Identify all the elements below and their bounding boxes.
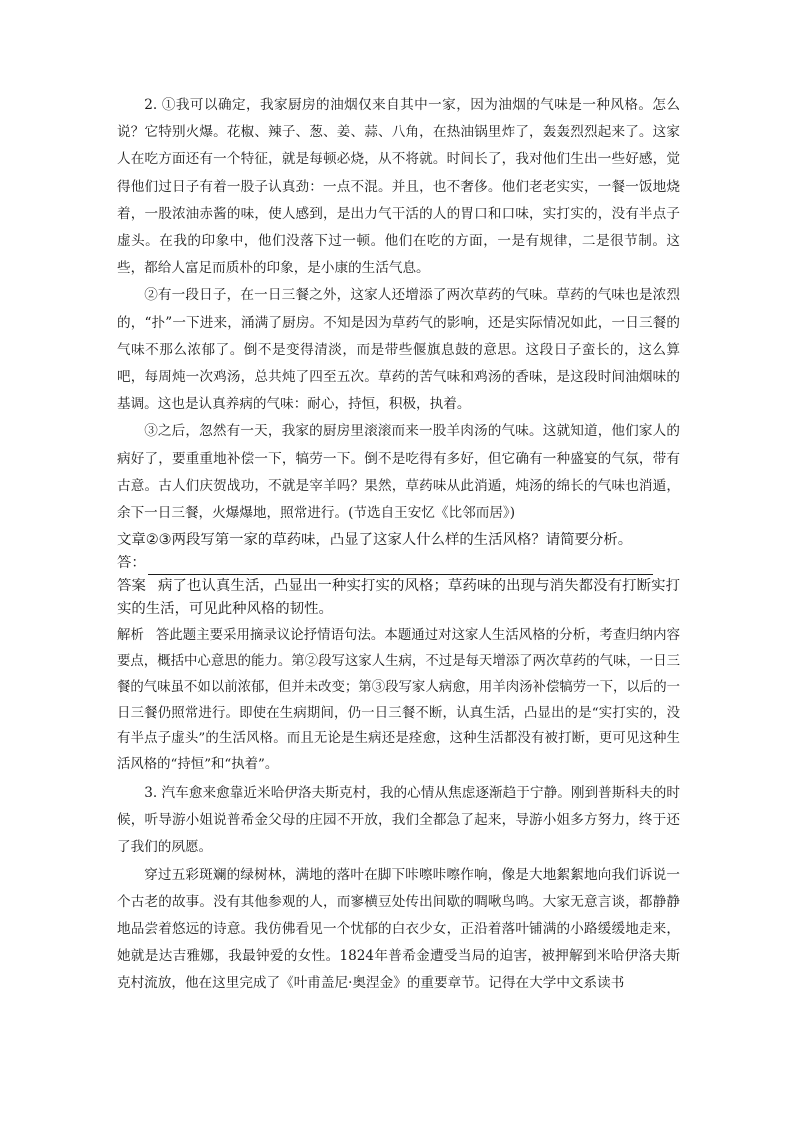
q2-question: 文章②③两段写第一家的草药味，凸显了这家人什么样的生活风格？请简要分析。	[117, 532, 633, 549]
q2-paragraph-1: 2. ①我可以确定，我家厨房的油烟仅来自其中一家，因为油烟的气味是一种风格。怎么说？它特别火爆。花椒、辣子、葱、姜、蒜、八角，在热油锅里炸了，轰轰烈烈起来了。这家人在吃方面还有一个特征，就是每顿必烧，从不将就。时间长了，我对他们生出一些好感，觉得他们过日子有着一股子认真劲：一点不混。并且，也不奢侈。他们老老实实，一餐一饭地烧着，一股浓油赤酱的味，使人感到，是出力气干活的人的胃口和口味，实打实的，没有半点子虚头。在我的印象中，他们没落下过一顿。他们在吃的方面，一是有规律，二是很节制。这些，都给人富足而质朴的印象，是小康的生活气息。	[117, 97, 680, 277]
answer-tag: 答案	[117, 578, 147, 595]
q3-paragraph-1: 3. 汽车愈来愈靠近米哈伊洛夫斯克村，我的心情从焦虑逐渐趋于宁静。刚到普斯科夫的时候，听导游小姐说普希金父母的庄园不开放，我们全都急了起来，导游小姐多方努力，终于还了我们的夙愿。	[117, 785, 680, 856]
q2-paragraph-3: ③之后，忽然有一天，我家的厨房里滚滚而来一股羊肉汤的气味。这就知道，他们家人的病好了，要重重地补偿一下，犒劳一下。倒不是吃得有多好，但它确有一种盛宴的气氛，带有古意。古人们庆贺战功，不就是宰羊吗？果然，草药味从此消遁，炖汤的绵长的气味也消遁，余下一日三餐，火爆爆地，照常进行。(节选自王安忆《比邻而居》)	[117, 423, 680, 522]
analysis-block	[117, 623, 680, 778]
analysis-tag: 解析	[117, 628, 144, 644]
q2-paragraph-2: ②有一段日子，在一日三餐之外，这家人还增添了两次草药的气味。草药的气味也是浓烈的，“扑”一下进来，涌满了厨房。不知是因为草药气的影响，还是实际情况如此，一日三餐的气味不那么浓郁了。倒不是变得清淡，而是带些偃旗息鼓的意思。这段日子蛮长的，这么算吧，每周炖一次鸡汤，总共炖了四至五次。草药的苦气味和鸡汤的香味，是这段时间油烟味的基调。这也是认真养病的气味：耐心，持恒，积极，执着。	[117, 287, 680, 413]
document-page	[117, 92, 680, 998]
q3-paragraph-2: 穿过五彩斑斓的绿树林，满地的落叶在脚下咔嚓咔嚓作响，像是大地絮絮地向我们诉说一个古老的故事。没有其他参观的人，而寥横豆处传出间歇的啁啾鸟鸣。大家无意言谈，都静静地品尝着悠远的诗意。我仿佛看见一个忧郁的白衣少女，正沿着落叶铺满的小路缓缓地走来，她就是达吉雅娜，我最钟爱的女性。1824年普希金遭受当局的迫害，被押解到米哈伊洛夫斯克村流放，他在这里完成了《叶甫盖尼·奥涅金》的重要章节。记得在大学中文系读书	[117, 866, 680, 992]
answer-text: 病了也认真生活，凸显出一种实打实的风格；草药味的出现与消失都没有打断实打实的生活，可见此种风格的韧性。	[117, 578, 680, 618]
answer-block	[117, 575, 680, 621]
analysis-text: 答此题主要采用摘录议论抒情语句法。本题通过对这家人生活风格的分析，考查归纳内容要点，概括中心意思的能力。第②段写这家人生病，不过是每天增添了两次草药的气味，一日三餐的气味虽不如以前浓郁，但并未改变；第③段写家人病愈，用羊肉汤补偿犒劳一下，以后的一日三餐仍照常进行。即使在生病期间，仍一日三餐不断，认真生活，凸显出的是“实打实的，没有半点子虚头”的生活风格。而且无论是生病还是痊愈，这种生活都没有被打断，更可见这种生活风格的“持恒”和“执着”。	[117, 628, 681, 773]
answer-prefix: 答：	[117, 555, 146, 572]
answer-blank[interactable]	[148, 559, 653, 575]
answer-line	[117, 552, 680, 575]
